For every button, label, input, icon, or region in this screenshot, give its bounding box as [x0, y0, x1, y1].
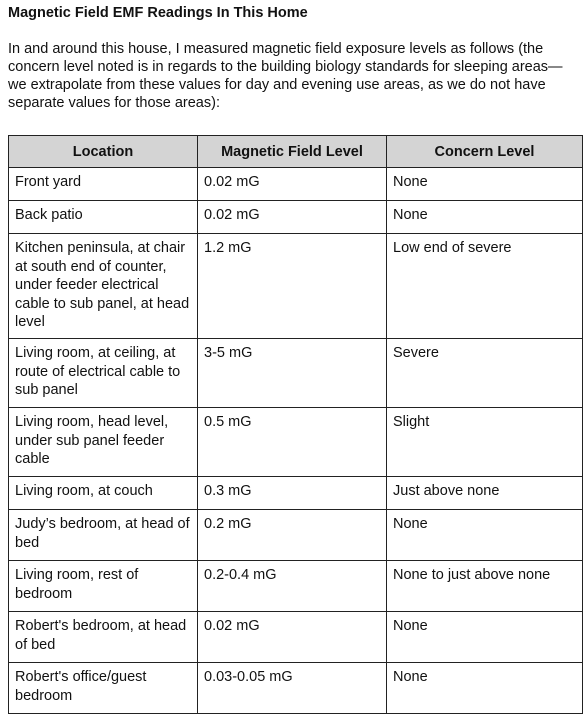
concern-cell: None: [387, 201, 583, 234]
location-cell: Living room, at couch: [9, 477, 198, 510]
level-cell: 1.2 mG: [198, 234, 387, 339]
level-cell: 0.03-0.05 mG: [198, 663, 387, 714]
table-row: [9, 612, 583, 663]
header-row: [9, 136, 583, 168]
level-cell: 0.02 mG: [198, 201, 387, 234]
concern-cell: None: [387, 663, 583, 714]
table-header: [9, 136, 583, 168]
table-row: [9, 201, 583, 234]
table-row: [9, 477, 583, 510]
concern-cell: None: [387, 510, 583, 561]
level-cell: 0.3 mG: [198, 477, 387, 510]
location-cell: Judy’s bedroom, at head of bed: [9, 510, 198, 561]
column-header-magnetic-field-level: Magnetic Field Level: [198, 136, 387, 168]
location-cell: Robert's bedroom, at head of bed: [9, 612, 198, 663]
column-header-location: Location: [9, 136, 198, 168]
location-cell: Living room, at ceiling, at route of electrical cable to sub panel: [9, 339, 198, 408]
page-title: Magnetic Field EMF Readings In This Home: [8, 5, 308, 21]
location-cell: Front yard: [9, 168, 198, 201]
concern-cell: None: [387, 612, 583, 663]
location-cell: Back patio: [9, 201, 198, 234]
concern-cell: None: [387, 168, 583, 201]
location-cell: Robert's office/guest bedroom: [9, 663, 198, 714]
table-row: [9, 234, 583, 339]
table-row: [9, 408, 583, 477]
table-row: [9, 561, 583, 612]
concern-cell: Slight: [387, 408, 583, 477]
table-row: [9, 168, 583, 201]
level-cell: 0.2-0.4 mG: [198, 561, 387, 612]
level-cell: 0.5 mG: [198, 408, 387, 477]
column-header-concern-level: Concern Level: [387, 136, 583, 168]
location-cell: Kitchen peninsula, at chair at south end of counter, under feeder electrical cable to sub panel, at head level: [9, 234, 198, 339]
level-cell: 0.02 mG: [198, 168, 387, 201]
concern-cell: None to just above none: [387, 561, 583, 612]
table-body: [9, 168, 583, 714]
concern-cell: Just above none: [387, 477, 583, 510]
concern-cell: Severe: [387, 339, 583, 408]
level-cell: 0.02 mG: [198, 612, 387, 663]
table-row: [9, 510, 583, 561]
level-cell: 3-5 mG: [198, 339, 387, 408]
emf-readings-table: [8, 135, 583, 714]
location-cell: Living room, head level, under sub panel feeder cable: [9, 408, 198, 477]
table-row: [9, 663, 583, 714]
intro-paragraph: In and around this house, I measured magnetic field exposure levels as follows (the concern level noted is in regards to the building biology standards for sleeping areas—we extrapolate from these values for day and evening use areas, as we do not have separate values for those areas):: [8, 41, 563, 111]
concern-cell: Low end of severe: [387, 234, 583, 339]
level-cell: 0.2 mG: [198, 510, 387, 561]
location-cell: Living room, rest of bedroom: [9, 561, 198, 612]
table-row: [9, 339, 583, 408]
